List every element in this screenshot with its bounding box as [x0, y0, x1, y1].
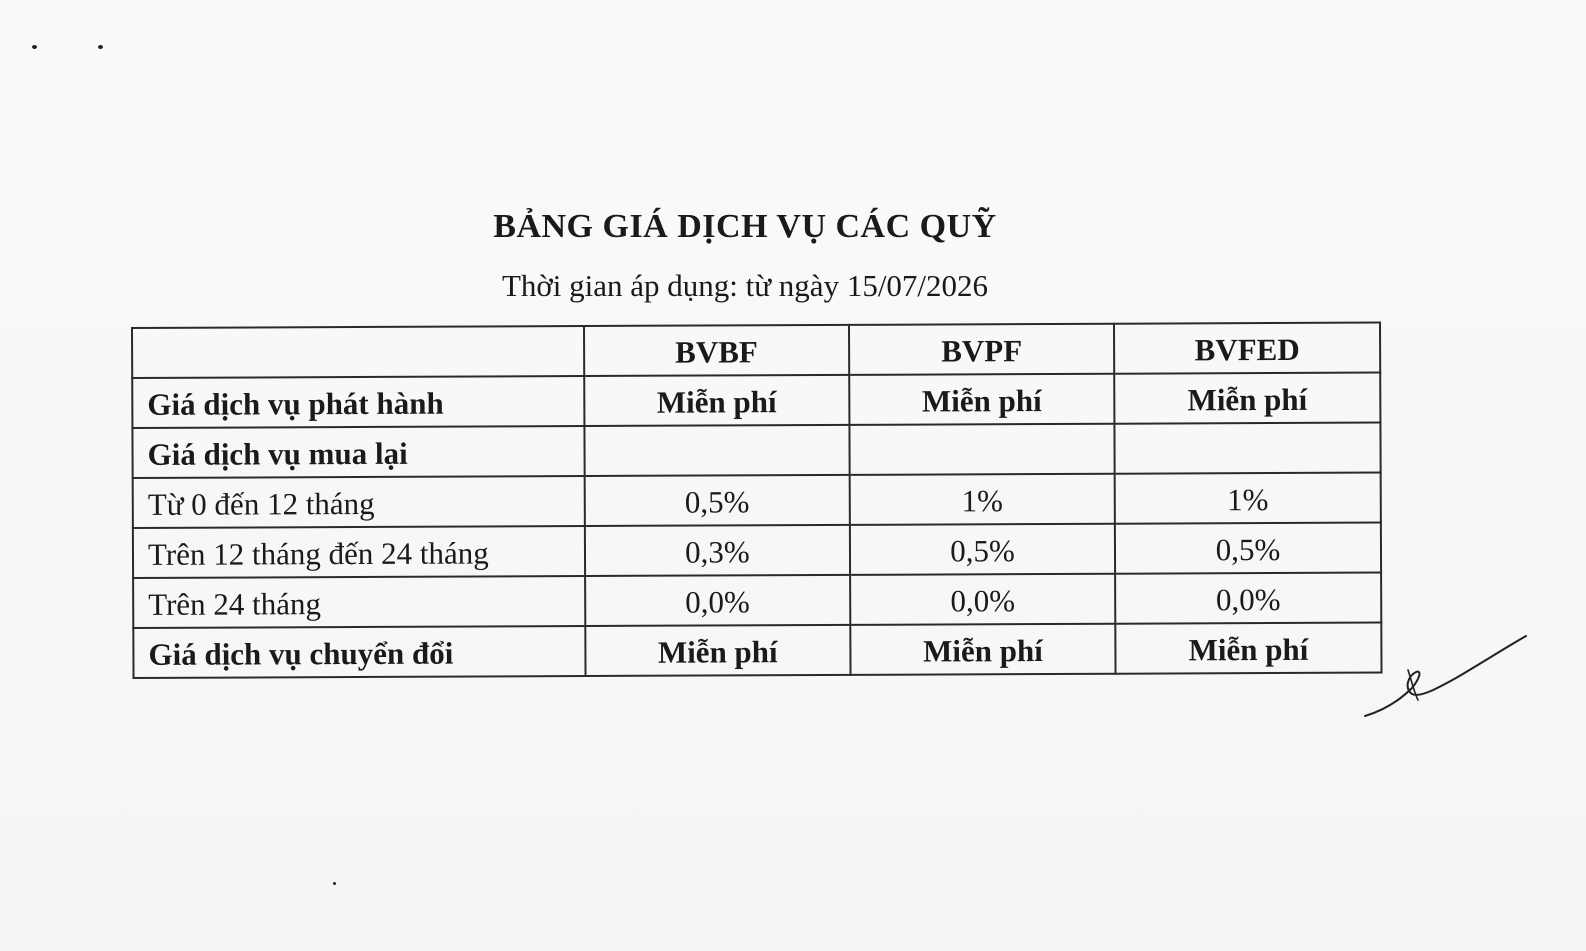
- table-row: [133, 573, 1381, 628]
- document-subtitle: Thời gian áp dụng: từ ngày 15/07/2026: [501, 268, 989, 303]
- scan-speck: [98, 45, 103, 49]
- table-cell: 0,0%: [585, 575, 850, 626]
- document-title: BẢNG GIÁ DỊCH VỤ CÁC QUỸ: [493, 208, 997, 245]
- scan-speck: [32, 45, 37, 49]
- row-label-over-24-months: Trên 24 tháng: [133, 576, 585, 628]
- column-header-bvbf: BVBF: [584, 325, 849, 376]
- table-header-row: [132, 323, 1380, 378]
- signature-mark: [1360, 630, 1540, 725]
- table-cell: [1115, 423, 1381, 474]
- row-label-12-24-months: Trên 12 tháng đến 24 tháng: [133, 526, 585, 578]
- table-cell: 0,5%: [850, 524, 1115, 575]
- table-row: [133, 523, 1381, 578]
- row-label-redemption-fee: Giá dịch vụ mua lại: [132, 426, 584, 478]
- table-cell: 0,0%: [850, 574, 1115, 625]
- table-row: [133, 473, 1381, 528]
- table-cell: Miễn phí: [1114, 373, 1380, 424]
- table-cell: 0,5%: [1115, 523, 1381, 574]
- column-header-bvpf: BVPF: [849, 324, 1114, 375]
- table-cell: 1%: [1115, 473, 1381, 524]
- table-cell: Miễn phí: [850, 624, 1115, 675]
- table-cell: [584, 425, 849, 476]
- table-cell: Miễn phí: [849, 374, 1114, 425]
- table-cell: 0,3%: [585, 525, 850, 576]
- table-cell: [849, 424, 1114, 475]
- table-row: [132, 423, 1380, 478]
- scan-speck: [333, 882, 336, 885]
- fee-table: [131, 322, 1383, 679]
- table-cell: 1%: [850, 474, 1115, 525]
- table-cell: Miễn phí: [1115, 623, 1381, 674]
- table-row: [133, 623, 1381, 678]
- table-cell: Miễn phí: [585, 625, 850, 676]
- column-header-empty: [132, 326, 584, 378]
- table-cell: 0,0%: [1115, 573, 1381, 624]
- row-label-0-12-months: Từ 0 đến 12 tháng: [133, 476, 585, 528]
- column-header-bvfed: BVFED: [1114, 323, 1380, 374]
- table-cell: Miễn phí: [584, 375, 849, 426]
- row-label-issuance-fee: Giá dịch vụ phát hành: [132, 376, 584, 428]
- table-row: [132, 373, 1380, 428]
- row-label-switching-fee: Giá dịch vụ chuyển đổi: [133, 626, 585, 678]
- table-cell: 0,5%: [584, 475, 849, 526]
